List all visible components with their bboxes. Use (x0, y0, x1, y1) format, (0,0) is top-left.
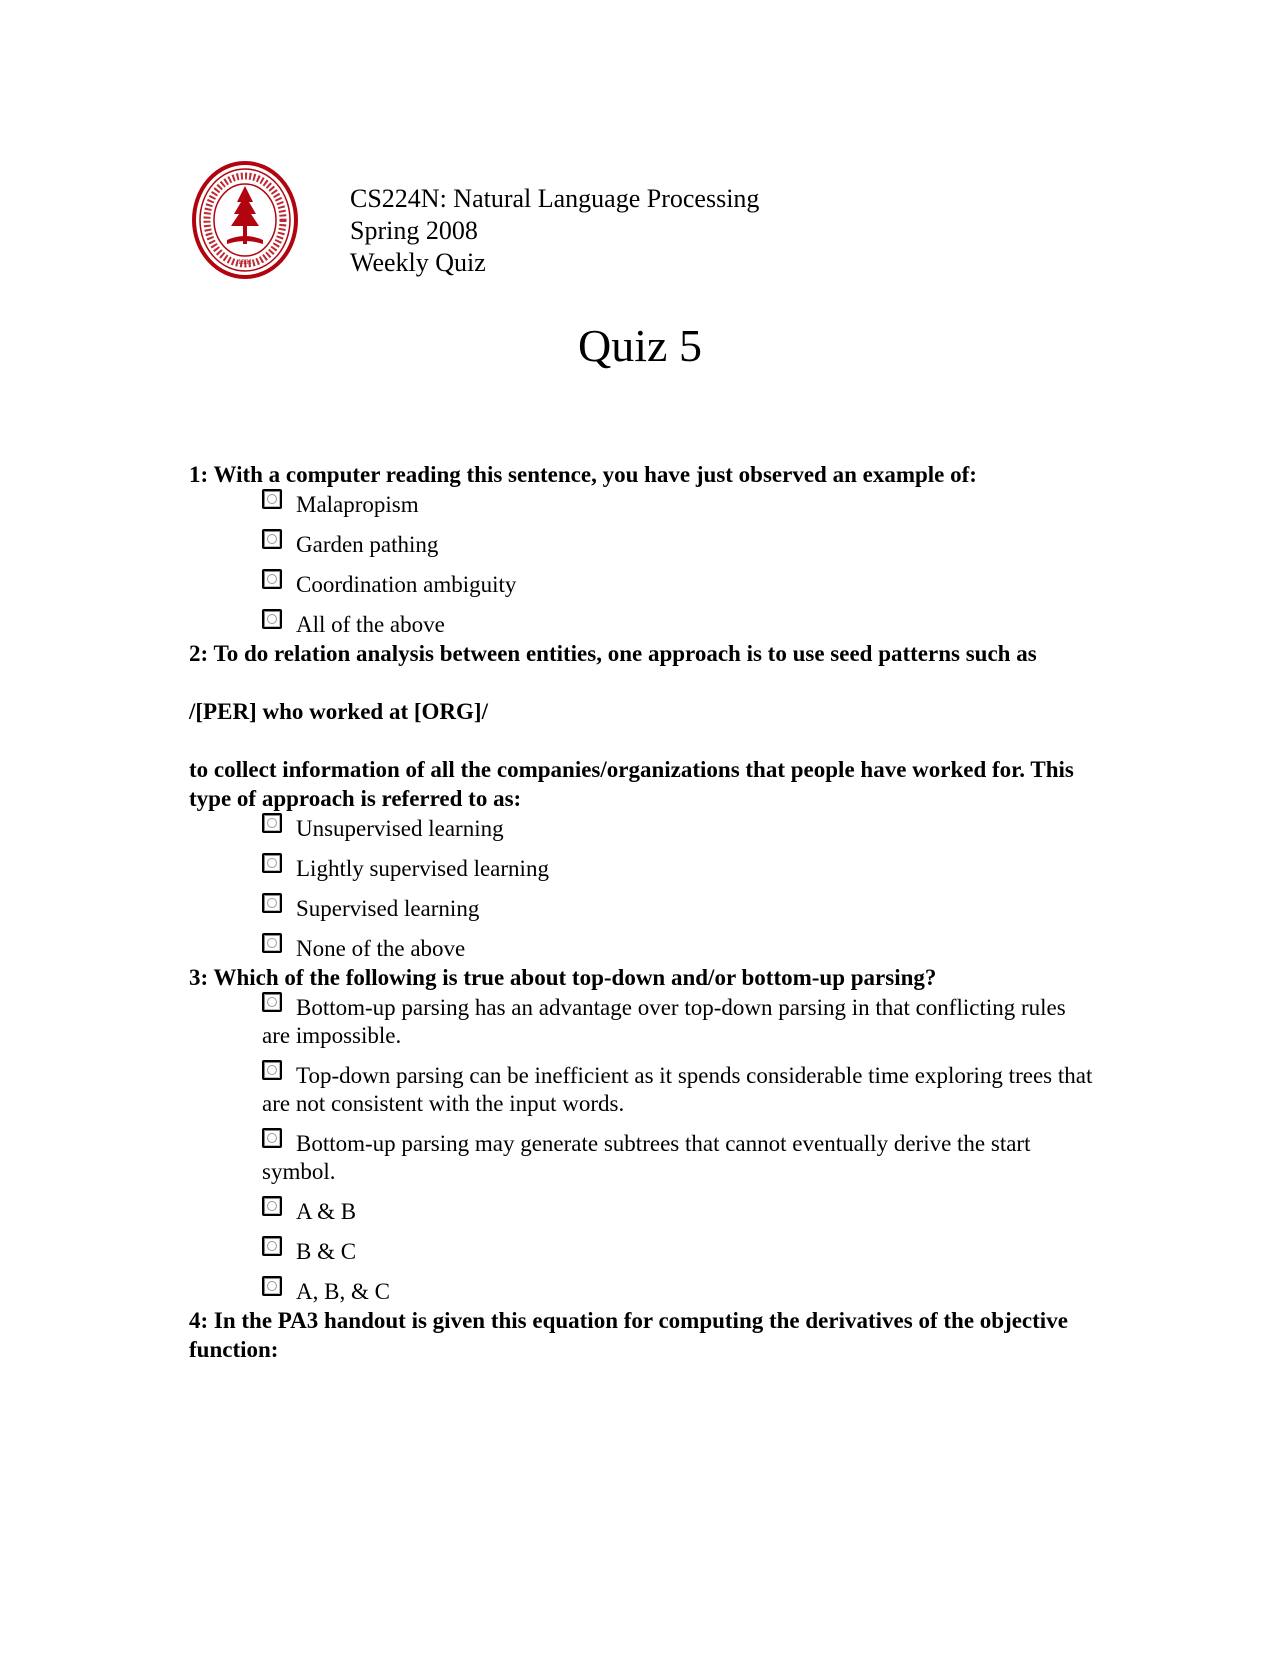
quiz-content (189, 460, 1099, 1364)
option-label: All of the above (296, 612, 445, 637)
course-name: CS224N: Natural Language Processing (350, 184, 760, 213)
question-1-text: 1: With a computer reading this sentence, you have just observed an example of: (189, 462, 977, 487)
option-item (262, 813, 1099, 843)
checkbox[interactable] (262, 813, 282, 833)
checkbox[interactable] (262, 489, 282, 509)
checkbox[interactable] (262, 893, 282, 913)
option-item (262, 609, 1099, 639)
question-2-text-continued: to collect information of all the companies/organizations that people have worked for. This type of approach is referred to as: (189, 757, 1074, 811)
option-label: Coordination ambiguity (296, 572, 517, 597)
option-item (262, 853, 1099, 883)
option-label: Unsupervised learning (296, 816, 504, 841)
checkbox[interactable] (262, 933, 282, 953)
checkbox[interactable] (262, 609, 282, 629)
option-label: Bottom-up parsing has an advantage over top-down parsing in that conflicting rules are impossible. (262, 995, 1066, 1048)
option-item (262, 893, 1099, 923)
option-item (262, 1196, 1099, 1226)
option-label: Garden pathing (296, 532, 439, 557)
option-item (262, 529, 1099, 559)
option-label: Bottom-up parsing may generate subtrees that cannot eventually derive the start symbol. (262, 1131, 1031, 1184)
checkbox[interactable] (262, 569, 282, 589)
question-1-options (189, 489, 1099, 639)
checkbox[interactable] (262, 1276, 282, 1296)
option-item (262, 933, 1099, 963)
option-label: Top-down parsing can be inefficient as it spends considerable time exploring trees that are not consistent with the input words. (262, 1063, 1093, 1116)
course-header (350, 183, 759, 279)
option-label: None of the above (296, 936, 466, 961)
seal-year: 1891 (238, 258, 252, 266)
seed-pattern: /[PER] who worked at [ORG]/ (189, 699, 488, 724)
option-item (262, 1236, 1099, 1266)
option-item (262, 992, 1099, 1050)
option-label: Malapropism (296, 492, 419, 517)
stanford-seal-logo (191, 160, 299, 280)
question-4-text: 4: In the PA3 handout is given this equation for computing the derivatives of the objective function: (189, 1308, 1068, 1362)
term: Spring 2008 (350, 216, 478, 245)
checkbox[interactable] (262, 1060, 282, 1080)
option-item (262, 1060, 1099, 1118)
question-2-text: 2: To do relation analysis between entities, one approach is to use seed patterns such as (189, 641, 1037, 666)
checkbox[interactable] (262, 992, 282, 1012)
question-3-options (189, 992, 1099, 1306)
checkbox[interactable] (262, 1128, 282, 1148)
option-item (262, 1128, 1099, 1186)
question-2-options (189, 813, 1099, 963)
option-item (262, 489, 1099, 519)
page-title: Quiz 5 (578, 320, 702, 371)
question-3-text: 3: Which of the following is true about top-down and/or bottom-up parsing? (189, 965, 937, 990)
option-item (262, 569, 1099, 599)
checkbox[interactable] (262, 529, 282, 549)
option-label: B & C (296, 1239, 357, 1264)
checkbox[interactable] (262, 1196, 282, 1216)
option-label: A & B (296, 1199, 357, 1224)
option-label: Lightly supervised learning (296, 856, 549, 881)
quiz-type: Weekly Quiz (350, 248, 486, 277)
option-label: A, B, & C (296, 1279, 390, 1304)
checkbox[interactable] (262, 1236, 282, 1256)
option-label: Supervised learning (296, 896, 480, 921)
option-item (262, 1276, 1099, 1306)
checkbox[interactable] (262, 853, 282, 873)
